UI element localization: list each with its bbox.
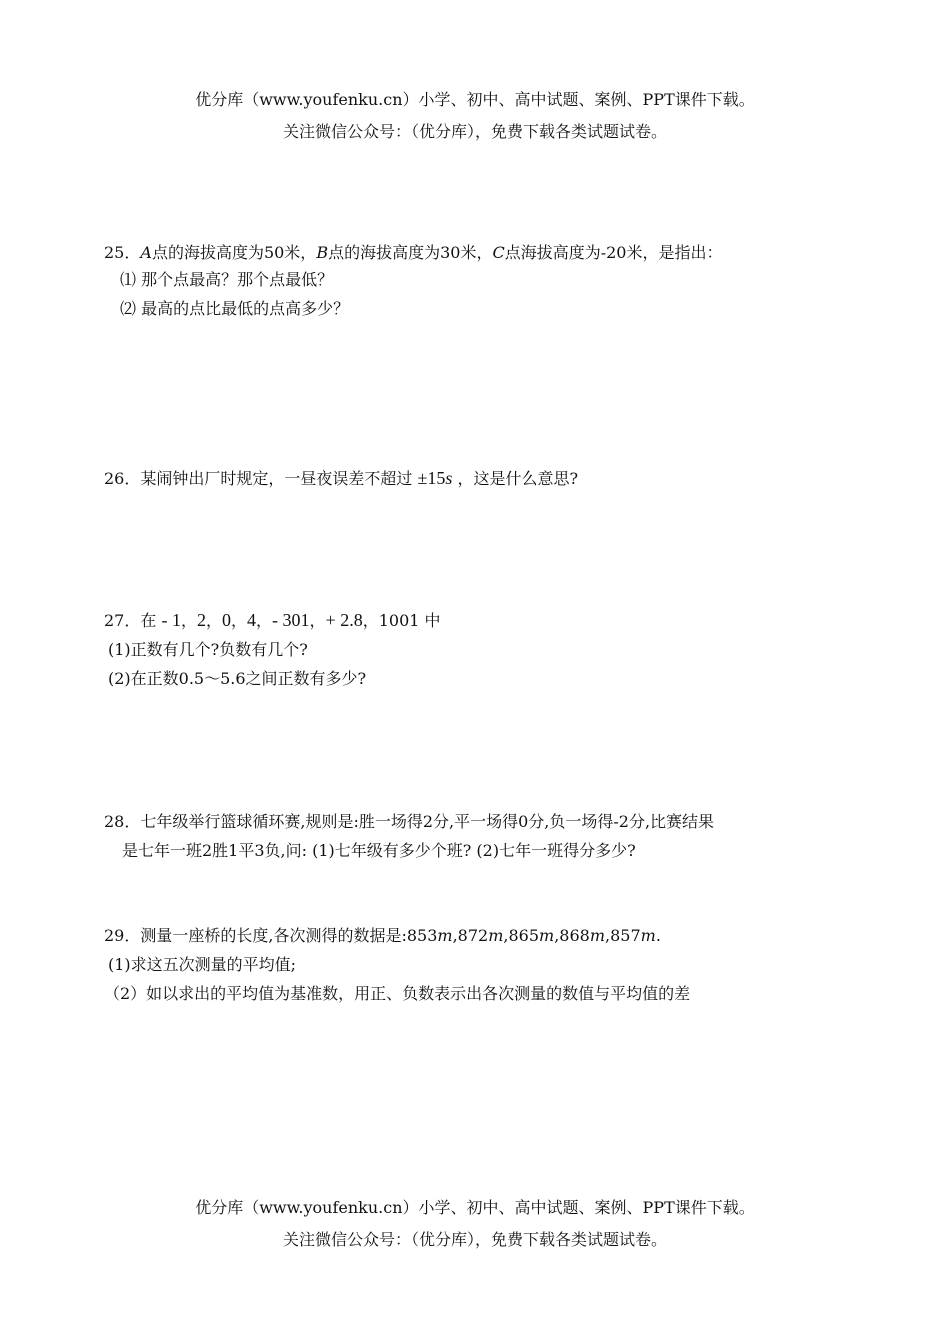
q29-part-2: （2）如以求出的平均值为基准数，用正、负数表示出各次测量的数值与平均值的差 bbox=[104, 984, 691, 1003]
q29-part-1: (1)求这五次测量的平均值; bbox=[108, 955, 297, 974]
point-b: B bbox=[316, 243, 329, 262]
number-5: - 301 bbox=[272, 610, 310, 630]
unit: m bbox=[437, 926, 453, 945]
q29-prefix: 29．测量一座桥的长度,各次测得的数据是: bbox=[104, 926, 407, 945]
unit: m bbox=[488, 926, 504, 945]
q27-prefix: 27．在 bbox=[104, 611, 157, 630]
question-29: 29．测量一座桥的长度,各次测得的数据是:853m,872m,865m,868m,857m. bbox=[104, 926, 661, 945]
number-3: 0 bbox=[222, 610, 231, 630]
q25-part-2: ⑵ 最高的点比最低的点高多少？ bbox=[120, 299, 350, 318]
q27-suffix: 1001 中 bbox=[378, 611, 441, 630]
q25-text-1: 点的海拔高度为50米， bbox=[151, 243, 317, 262]
measurement-5: 857 bbox=[610, 926, 641, 945]
number-4: 4 bbox=[247, 610, 257, 630]
footer-line-2: 关注微信公众号：（优分库），免费下载各类试题试卷。 bbox=[282, 1230, 667, 1249]
question-number: 25． bbox=[104, 243, 141, 262]
measurement-4: 868 bbox=[559, 926, 590, 945]
header-line-2: 关注微信公众号：（优分库），免费下载各类试题试卷。 bbox=[282, 122, 667, 141]
number-2: 2 bbox=[196, 610, 206, 630]
footer-line-1: 优分库（www.youfenku.cn）小学、初中、高中试题、案例、PPT课件下载。 bbox=[195, 1198, 755, 1217]
q26-text-2: ，这是什么意思? bbox=[457, 469, 579, 488]
question-28-line-1: 28．七年级举行篮球循环赛,规则是:胜一场得2分,平一场得0分,负一场得-2分,比赛结果 bbox=[104, 812, 715, 831]
unit: m bbox=[589, 926, 605, 945]
number-6: + 2.8 bbox=[325, 610, 363, 630]
q27-part-1: (1)正数有几个?负数有几个? bbox=[108, 640, 308, 659]
q25-part-1: ⑴ 那个点最高？那个点最低？ bbox=[120, 270, 334, 289]
question-28-line-2: 是七年一班2胜1平3负,问: (1)七年级有多少个班? (2)七年一班得分多少? bbox=[122, 841, 636, 860]
measurement-2: 872 bbox=[457, 926, 489, 945]
q25-text-3: 点海拔高度为-20米，是指出： bbox=[504, 243, 723, 262]
unit: m bbox=[539, 926, 555, 945]
q27-part-2: (2)在正数0.5～5.6之间正数有多少? bbox=[108, 669, 367, 688]
q26-text-1: 26．某闹钟出厂时规定，一昼夜误差不超过 bbox=[104, 469, 413, 488]
measurement-3: 865 bbox=[508, 926, 540, 945]
header-line-1: 优分库（www.youfenku.cn）小学、初中、高中试题、案例、PPT课件下载。 bbox=[195, 90, 755, 109]
point-a: A bbox=[140, 243, 152, 262]
question-27: 27．在 - 1，2，0，4，- 301，+ 2.8，1001 中 bbox=[104, 610, 441, 630]
number-1: - 1 bbox=[161, 610, 181, 630]
tolerance-value: ±15 bbox=[417, 468, 446, 488]
point-c: C bbox=[492, 243, 505, 262]
unit: m bbox=[640, 926, 656, 945]
q25-text-2: 点的海拔高度为30米， bbox=[328, 243, 493, 262]
question-25 bbox=[104, 241, 722, 265]
tolerance-unit: s bbox=[445, 468, 453, 488]
measurement-1: 853 bbox=[406, 926, 438, 945]
question-26 bbox=[104, 466, 578, 491]
